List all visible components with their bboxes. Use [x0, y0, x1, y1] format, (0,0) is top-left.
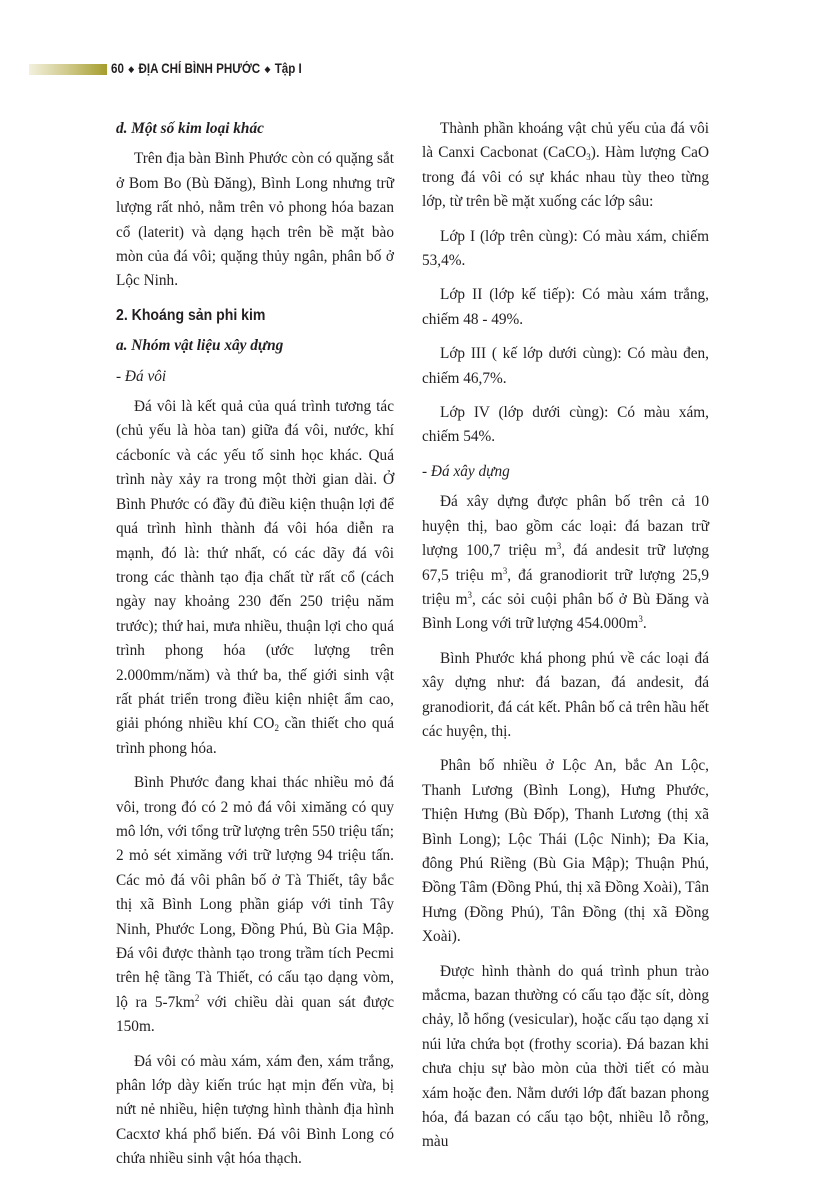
heading-building-materials: a. Nhóm vật liệu xây dựng — [116, 337, 284, 355]
running-header — [0, 63, 816, 79]
paragraph-limestone-formation: Đá vôi là kết quả của quá trình tương tác (chủ yếu là hòa tan) giữa đá vôi, nước, khí cácboníc và các yếu tố sinh học khác. Quá trình này xảy ra trong một thời gian dài. Ở Bình Phước có đầy đủ điều kiện thuận lợi để quá trình hình thành đá vôi hóa diễn ra mạnh, đó là: thứ nhất, có các dãy đá vôi trong các thành tạo địa chất từ rất cổ (cách ngày nay khoảng 230 đến 250 triệu năm trước); thứ hai, mưa nhiều, thuận lợi cho quá trình phong hóa (ước lượng trên 2.000mm/năm) và thứ ba, thế giới sinh vật rất phát triển trong điều kiện nhiệt ẩm cao, giải phóng nhiều khí $CO_2$ cần thiết cho quá trình phong hóa. — [116, 398, 394, 757]
paragraph-stone-types: Bình Phước khá phong phú về các loại đá xây dựng như: đá bazan, đá andesit, đá granodiorit, đá cát kết. Phân bố cả trên hầu hết các huyện, thị. — [422, 649, 709, 740]
layer-item: Lớp IV (lớp dưới cùng): Có màu xám, chiếm 54%. — [422, 404, 709, 446]
paragraph-iron-ore: Trên địa bàn Bình Phước còn có quặng sắt ở Bom Bo (Bù Đăng), Bình Long nhưng trữ lượng rất nhỏ, nằm trên vỏ phong hóa bazan cổ (laterit) và dạng hạch trên bề mặt bào mòn của đá vôi; quặng thủy ngân, phân bố ở Lộc Ninh. — [116, 150, 394, 290]
heading-other-metals: d. Một số kim loại khác — [116, 120, 264, 137]
diamond-separator-icon: ◆ — [128, 64, 135, 74]
diamond-separator-icon: ◆ — [264, 64, 271, 74]
book-title: ĐỊA CHÍ BÌNH PHƯỚC — [138, 61, 261, 76]
page-number: 60 — [111, 61, 124, 76]
volume-label: Tập I — [274, 61, 302, 76]
section-heading-nonmetal: 2. Khoáng sản phi kim — [116, 306, 266, 324]
layer-item: Lớp III ( kế lớp dưới cùng): Có màu đen, chiếm 46,7%. — [422, 345, 709, 387]
header-text — [111, 61, 302, 76]
left-column — [116, 117, 394, 1182]
right-column — [422, 117, 709, 1165]
subheading-limestone: - Đá vôi — [116, 367, 167, 385]
paragraph-limestone-mines: Bình Phước đang khai thác nhiều mỏ đá vôi, trong đó có 2 mỏ đá vôi ximăng có quy mô lớn, với tổng trữ lượng trên 550 triệu tấn; 2 mỏ sét ximăng với trữ lượng 94 triệu tấn. Các mỏ đá vôi phân bố ở Tà Thiết, tây bắc thị xã Bình Long phần giáp với tỉnh Tây Ninh, Phước Long, Đồng Phú, Bù Gia Mập. Đá vôi được thành tạo trong trầm tích Pecmi trên hệ tầng Tà Thiết, có cấu tạo dạng vòm, lộ ra $5-7km^2$ với chiều dài quan sát được 150m. — [116, 774, 394, 1036]
layer-item: Lớp I (lớp trên cùng): Có màu xám, chiếm 53,4%. — [422, 227, 709, 270]
paragraph-limestone-color: Đá vôi có màu xám, xám đen, xám trắng, phân lớp dày kiến trúc hạt mịn đến vừa, bị nứt nẻ nhiều, hiện tượng hình thành địa hình Cacxtơ khá phổ biến. Đá vôi Bình Long có chứa nhiều sinh vật hóa thạch. — [116, 1052, 394, 1168]
subheading-building-stone: - Đá xây dựng — [422, 462, 510, 480]
paragraph-building-stone-reserves: Đá xây dựng được phân bố trên cả 10 huyện thị, bao gồm các loại: đá bazan trữ lượng 100,7 triệu $m^3$, đá andesit trữ lượng 67,5 triệu $m^3$, đá granodiorit trữ lượng 25,9 triệu $m^3$, các sỏi cuội phân bố ở Bù Đăng và Bình Long với trữ lượng $454.000m^3$. — [422, 493, 709, 633]
header-accent-bar — [29, 64, 107, 75]
paragraph-basalt: Được hình thành do quá trình phun trào mắcma, bazan thường có cấu tạo đặc sít, dòng chảy, lỗ hổng (vesicular), hoặc cấu tạo dạng xỉ núi lửa chứa bọt (frothy scoria). Đá bazan khi chưa chịu sự bào mòn của thời tiết có màu xám hoặc đen. Nằm dưới lớp đất bazan phong hóa, đá bazan có cấu tạo bột, nhiều lỗ rỗng, màu — [422, 962, 709, 1151]
layer-item: Lớp II (lớp kế tiếp): Có màu xám trắng, chiếm 48 - 49%. — [422, 286, 709, 328]
paragraph-distribution: Phân bố nhiều ở Lộc An, bắc An Lộc, Thanh Lương (Bình Long), Hưng Phước, Thiện Hưng (Bù Đốp), Thanh Lương (thị xã Bình Long); Lộc Thái (Lộc Ninh); Đa Kia, đông Phú Riềng (Bù Gia Mập); Thuận Phú, Đồng Tâm (Đồng Phú, thị xã Đồng Xoài), Tân Hưng (Đồng Phú), Tân Đồng (thị xã Đồng Xoài). — [422, 757, 709, 946]
paragraph-mineral-composition: Thành phần khoáng vật chủ yếu của đá vôi là Canxi Cacbonat (CaCO$_3$). Hàm lượng CaO trong đá vôi có sự khác nhau tùy theo từng lớp, từ trên bề mặt xuống các lớp sâu: — [422, 120, 709, 211]
